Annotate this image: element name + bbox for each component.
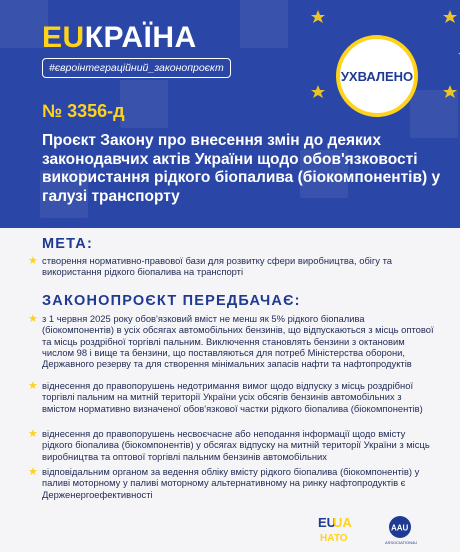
provides-heading: ЗАКОНОПРОЄКТ ПЕРЕДБАЧАЄ: — [42, 293, 301, 309]
provides-item — [28, 313, 438, 369]
logo-eu: EU — [42, 21, 85, 54]
star-bullet-icon: ★ — [28, 380, 38, 392]
provides-item-text: з 1 червня 2025 року обов'язковий вміст не менш як 5% рідкого біопалива (біокомпонентів) в усіх обсягах автомобільних бензинів, що відпускаються з місць оптової та місць роздрібної торгівлі пальним. Виключення становлять бензини з октановим числом 98 і вище та бензини, що поставляються для потреб Міністерства оборони, Державного резерву та для створення мінімальних запасів нафти та нафтопродуктів — [42, 313, 434, 370]
goal-heading: МЕТА: — [42, 236, 93, 252]
logo-ua: КРАЇНА — [84, 21, 197, 54]
star-bullet-icon: ★ — [28, 428, 38, 440]
status-text: УХВАЛЕНО — [340, 68, 414, 84]
logo2-text: AAU — [391, 523, 409, 533]
provides-item-text: віднесення до правопорушень недотримання вимог щодо відпуску з місць роздрібної торгівлі пальним на митній території України усіх обсягів бензинів автомобільних з вмістом нормативно визначеної обов'язкової частки рідкого біопалива (біокомпонентів) — [42, 380, 423, 414]
header-panel — [0, 0, 460, 228]
bill-number: № 3356-д — [42, 101, 125, 121]
hashtag-label: #євроінтеграційний_законопроєкт — [42, 58, 231, 78]
star-bullet-icon: ★ — [28, 255, 38, 267]
logo1-bottom: НАТО — [320, 533, 348, 544]
goal-item-text: створення нормативно-правової бази для розвитку сфери виробництва, обігу та використання рідкого біопалива на транспорті — [42, 255, 393, 278]
provides-item-text: віднесення до правопорушень несвоєчасне або неподання інформації щодо вмісту рідкого біопалива (біокомпонентів) у обсягах відпуску на митній території України з місць виробництва та оптової торгівлі пальним бензинів автомобільних — [42, 428, 430, 462]
svg-text:UA: UA — [333, 515, 352, 530]
logo2-caption: ASSOCIATION4U — [385, 540, 417, 545]
provides-item-text: відповідальним органом за ведення обліку вмісту рідкого біопалива (біокомпонентів) у паливі моторному у паливі моторному альтернативному на ринку нафтопродуктів є Держенергоефективності — [42, 466, 420, 500]
eukraina-logo — [42, 20, 197, 56]
star-bullet-icon: ★ — [28, 466, 38, 478]
logo1-top: EU — [318, 515, 337, 530]
star-bullet-icon: ★ — [28, 313, 38, 325]
decor-tile — [120, 80, 168, 128]
aau-logo — [383, 515, 417, 545]
stars-ring-icon — [300, 0, 460, 110]
provides-item — [28, 466, 438, 500]
decor-tile — [240, 0, 288, 48]
bill-title: Проєкт Закону про внесення змін до деяких законодавчих актів України щодо обов'язковості використання рідкого біопалива (біокомпонентів) у галузі транспорту — [42, 132, 441, 205]
goal-item — [28, 255, 438, 278]
provides-item — [28, 380, 438, 414]
provides-item — [28, 428, 438, 462]
decor-tile — [0, 0, 48, 48]
eu-nato-logo — [318, 514, 352, 544]
